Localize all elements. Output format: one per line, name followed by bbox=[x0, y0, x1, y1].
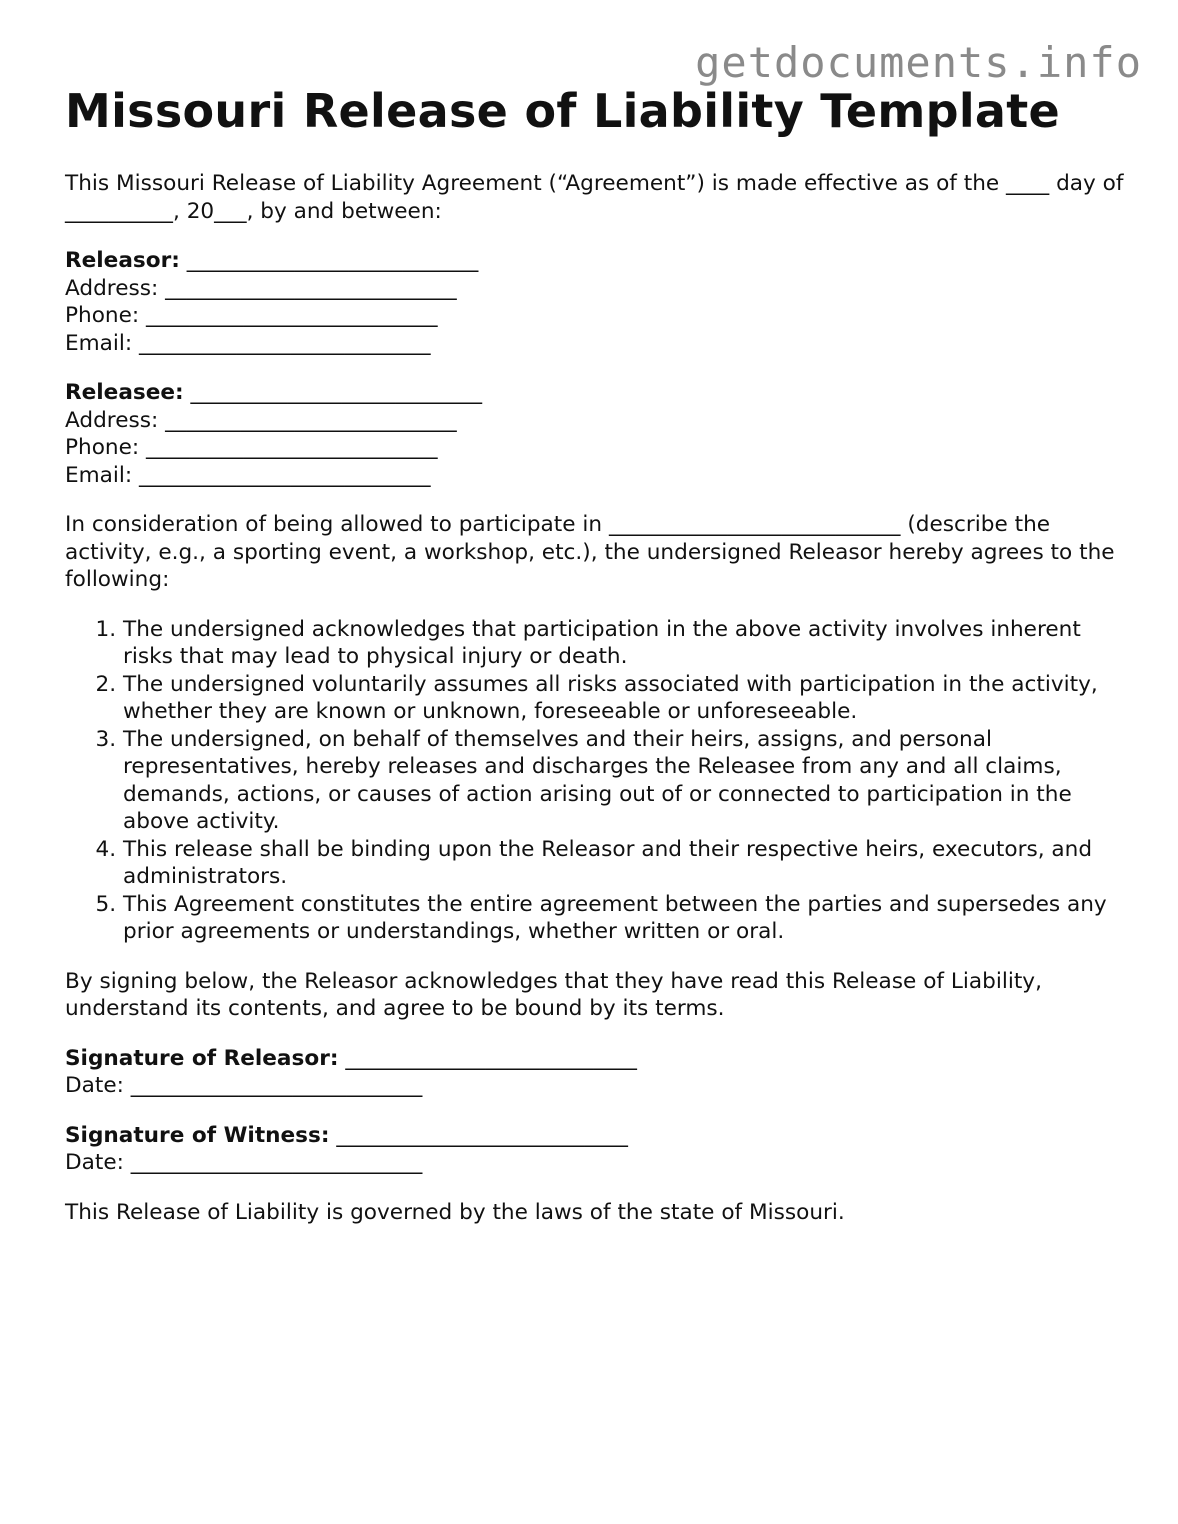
releasor-line bbox=[65, 247, 1125, 275]
releasor-block bbox=[65, 247, 1125, 357]
governing-law-paragraph: This Release of Liability is governed by the laws of the state of Missouri. bbox=[65, 1199, 845, 1225]
releasor-email-line: Email: ___________________________ bbox=[65, 330, 431, 356]
releasee-label: Releasee: bbox=[65, 380, 184, 405]
acknowledgement-paragraph: By signing below, the Releasor acknowledges that they have read this Release of Liability, understand its contents, and agree to be bound by its terms. bbox=[65, 968, 1042, 1021]
terms-list bbox=[65, 616, 1125, 946]
releasor-address-line: Address: ___________________________ bbox=[65, 275, 457, 301]
witness-signature-line bbox=[65, 1122, 1125, 1150]
witness-date-line: Date: ___________________________ bbox=[65, 1150, 423, 1175]
releasor-signature-block bbox=[65, 1045, 1125, 1100]
releasor-signature-line bbox=[65, 1045, 1125, 1073]
term-item: 2. The undersigned voluntarily assumes all risks associated with participation in the activity, whether they are known or unknown, foreseeable or unforeseeable. bbox=[123, 671, 1125, 726]
releasee-phone-line: Phone: ___________________________ bbox=[65, 435, 438, 460]
term-item: 4. This release shall be binding upon the Releasor and their respective heirs, executors, and administrators. bbox=[123, 836, 1125, 891]
term-item: 3. The undersigned, on behalf of themselves and their heirs, assigns, and personal representatives, hereby releases and discharges the Releasee from any and all claims, demands, actions, or causes of action arising out of or connected to participation in the above activity. bbox=[123, 726, 1125, 836]
intro-paragraph: This Missouri Release of Liability Agreement (“Agreement”) is made effective as of the ____ day of __________, 20___, by and between: bbox=[65, 171, 1124, 224]
witness-signature-blank: ___________________________ bbox=[336, 1122, 628, 1148]
releasee-name-blank: ___________________________ bbox=[190, 380, 483, 405]
releasor-label: Releasor: bbox=[65, 248, 180, 273]
releasee-email-line: Email: ___________________________ bbox=[65, 462, 431, 488]
releasee-block bbox=[65, 379, 1125, 489]
document-title: Missouri Release of Liability Template bbox=[65, 84, 1061, 138]
releasor-name-blank: ___________________________ bbox=[186, 248, 479, 273]
releasee-line bbox=[65, 379, 1125, 407]
releasor-signature-label: Signature of Releasor: bbox=[65, 1045, 339, 1071]
term-item: 1. The undersigned acknowledges that participation in the above activity involves inherent risks that may lead to physical injury or death. bbox=[123, 616, 1125, 671]
witness-signature-block bbox=[65, 1122, 1125, 1177]
releasor-signature-blank: ___________________________ bbox=[345, 1045, 637, 1071]
watermark: getdocuments.info bbox=[695, 38, 1142, 87]
witness-signature-label: Signature of Witness: bbox=[65, 1122, 330, 1148]
term-item: 5. This Agreement constitutes the entire agreement between the parties and supersedes any prior agreements or understandings, whether written or oral. bbox=[123, 891, 1125, 946]
releasee-address-line: Address: ___________________________ bbox=[65, 407, 457, 433]
document-page bbox=[65, 82, 1125, 1226]
consideration-paragraph: In consideration of being allowed to participate in ___________________________ (describe the activity, e.g., a sporting event, a workshop, etc.), the undersigned Releasor hereby agrees to the following: bbox=[65, 512, 1115, 592]
releasor-phone-line: Phone: ___________________________ bbox=[65, 303, 438, 328]
releasor-date-line: Date: ___________________________ bbox=[65, 1073, 423, 1098]
